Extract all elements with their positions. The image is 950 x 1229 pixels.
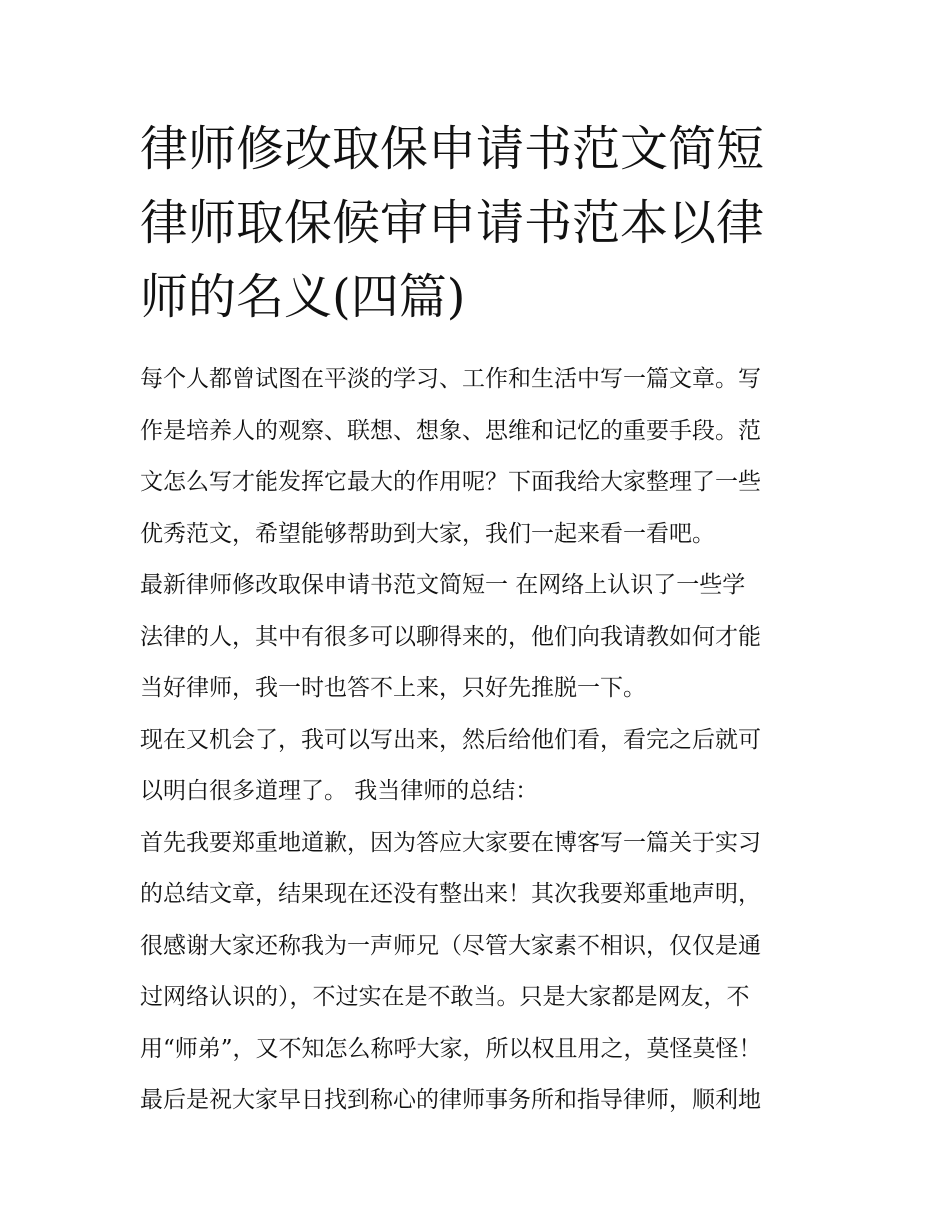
body-line: 作是培养人的观察、联想、想象、思维和记忆的重要手段。范 <box>140 417 761 444</box>
body-line: 当好律师，我一时也答不上来，只好先推脱一下。 <box>140 675 646 701</box>
body-line: 现在又机会了，我可以写出来，然后给他们看，看完之后就可 <box>140 726 761 753</box>
body-line: 的总结文章，结果现在还没有整出来！其次我要郑重地声明， <box>140 881 761 907</box>
body-line: 首先我要郑重地道歉，因为答应大家要在博客写一篇关于实习 <box>140 829 761 856</box>
body-line: 以明白很多道理了。 我当律师的总结： <box>140 778 539 804</box>
body-line: 最新律师修改取保申请书范文简短一 在网络上认识了一些学 <box>140 572 746 598</box>
title-line: 律师取保候审申请书范本以律 <box>140 195 765 251</box>
body-line: 优秀范文，希望能够帮助到大家，我们一起来看一看吧。 <box>140 520 715 547</box>
document-body <box>140 354 820 1127</box>
body-line: 用“师弟”，又不知怎么称呼大家，所以权且用之，莫怪莫怪！ <box>140 1035 762 1062</box>
document-title <box>140 112 820 334</box>
body-line: 法律的人，其中有很多可以聊得来的，他们向我请教如何才能 <box>140 623 761 650</box>
body-line: 每个人都曾试图在平淡的学习、工作和生活中写一篇文章。写 <box>140 366 761 392</box>
title-line: 师的名义(四篇) <box>140 269 466 325</box>
body-line: 最后是祝大家早日找到称心的律师事务所和指导律师，顺利地 <box>140 1087 761 1113</box>
body-line: 很感谢大家还称我为一声师兄（尽管大家素不相识，仅仅是通 <box>140 932 761 959</box>
body-line: 文怎么写才能发挥它最大的作用呢？下面我给大家整理了一些 <box>140 469 761 495</box>
body-line: 过网络认识的），不过实在是不敢当。只是大家都是网友，不 <box>140 984 750 1010</box>
title-line: 律师修改取保申请书范文简短 <box>140 121 765 177</box>
